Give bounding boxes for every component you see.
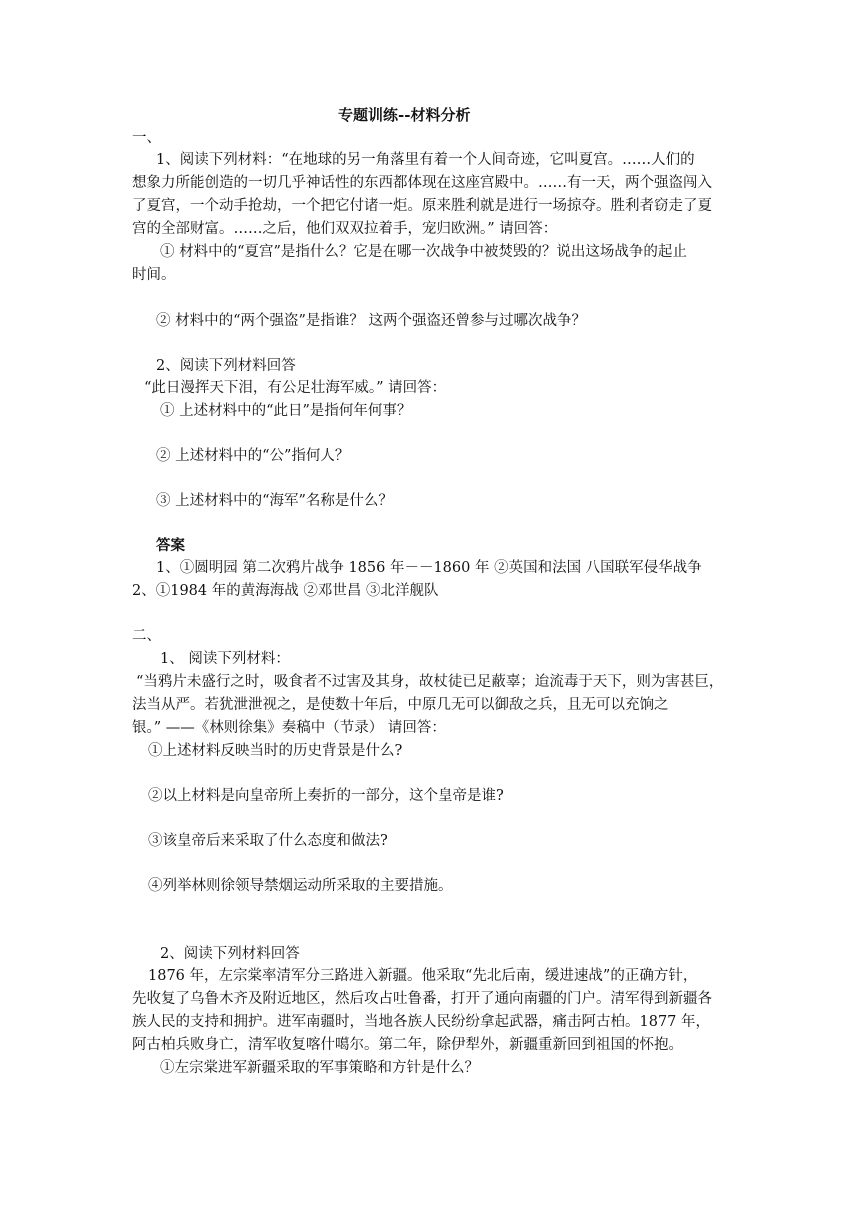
q2-2-line-3: 族人民的支持和拥护。进军南疆时，当地各族人民纷纷拿起武器，痛击阿古柏。1877 年，	[132, 1014, 711, 1030]
q2-1-sub4: ④列举林则徐领导禁烟运动所采取的主要措施。	[148, 878, 453, 894]
answers-line-2: 2、①1984 年的黄海海战 ②邓世昌 ③北洋舰队	[132, 583, 439, 599]
answers-line-1: 1、①圆明园 第二次鸦片战争 1856 年－－1860 年 ②英国和法国 八国联军侵华战争	[156, 560, 702, 576]
q1-2-intro: 2、阅读下列材料回答	[156, 358, 296, 374]
q1-1-sub1-line-1: ① 材料中的“夏宫”是指什么？它是在哪一次战争中被焚毁的？说出这场战争的起止	[160, 244, 687, 260]
q1-2-sub2: ② 上述材料中的“公”指何人？	[156, 448, 350, 464]
section-heading-1: 一、	[132, 130, 161, 146]
q2-2-line-4: 阿古柏兵败身亡，清军收复喀什噶尔。第二年，除伊犁外，新疆重新回到祖国的怀抱。	[132, 1037, 683, 1053]
answers-label: 答案	[156, 537, 185, 554]
q2-1-sub1: ①上述材料反映当时的历史背景是什么?	[148, 743, 403, 759]
q2-1-intro: 1、 阅读下列材料：	[160, 651, 290, 667]
q2-1-line-3: 银。” ——《林则徐集》奏稿中（节录） 请回答：	[132, 720, 446, 736]
q2-2-line-1: 1876 年，左宗棠率清军分三路进入新疆。他采取“先北后南，缓进速战”的正确方针，	[148, 968, 698, 984]
q2-1-sub3: ③该皇帝后来采取了什么态度和做法?	[148, 833, 388, 849]
page-title: 专题训练--材料分析	[338, 106, 471, 124]
q1-1-line-3: 了夏宫，一个动手抢劫，一个把它付诸一炬。原来胜利就是进行一场掠夺。胜利者窃走了夏	[132, 198, 712, 214]
q2-2-sub1: ①左宗棠进军新疆采取的军事策略和方针是什么？	[160, 1060, 479, 1076]
q1-2-quote: “此日漫挥天下泪，有公足壮海军威。” 请回答：	[144, 380, 447, 396]
q1-2-sub1: ① 上述材料中的“此日”是指何年何事？	[160, 403, 412, 419]
q1-1-line-1: 1、阅读下列材料：“在地球的另一角落里有着一个人间奇迹，它叫夏宫。……人们的	[156, 152, 695, 168]
q2-2-intro: 2、阅读下列材料回答	[160, 946, 300, 962]
q1-1-sub2: ② 材料中的“两个强盗”是指谁？ 这两个强盗还曾参与过哪次战争？	[156, 313, 587, 329]
q1-1-sub1-line-2: 时间。	[132, 267, 176, 283]
q1-1-line-4: 宫的全部财富。……之后，他们双双拉着手，宠归欧洲。” 请回答：	[132, 221, 558, 237]
q2-1-line-1: “当鸦片未盛行之时，吸食者不过害及其身，故杖徒已足蔽辜；迨流毒于天下，则为害甚巨，	[136, 674, 724, 690]
q2-1-line-2: 法当从严。若犹泄泄视之，是使数十年后，中原几无可以御敌之兵，且无可以充饷之	[132, 697, 669, 713]
q1-2-sub3: ③ 上述材料中的“海军”名称是什么？	[156, 493, 393, 509]
section-heading-2: 二、	[132, 628, 161, 644]
q1-1-line-2: 想象力所能创造的一切几乎神话性的东西都体现在这座宫殿中。……有一天，两个强盗闯入	[132, 175, 712, 191]
q2-1-sub2: ②以上材料是向皇帝所上奏折的一部分，这个皇帝是谁?	[148, 788, 504, 804]
q2-2-line-2: 先收复了乌鲁木齐及附近地区，然后攻占吐鲁番，打开了通向南疆的门户。清军得到新疆各	[132, 991, 712, 1007]
